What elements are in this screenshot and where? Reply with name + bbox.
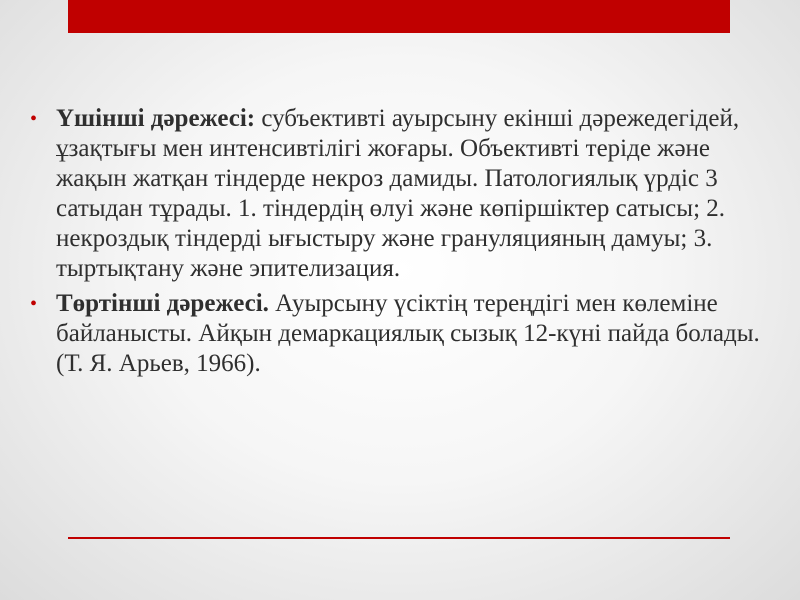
bullet-icon: • — [30, 108, 38, 130]
bottom-divider — [68, 537, 730, 539]
slide-body — [30, 104, 765, 384]
item-text: субъективті ауырсыну екінші дәрежедегідей, ұзақтығы мен интенсивтілігі жоғары. Объективті теріде және жақын жатқан тіндерде некроз дамиды. Патологиялық үрдіс 3 сатыдан тұрады. 1. тіндердің өлуі және көпіршіктер сатысы; 2. некроздық тіндерді ығыстыру және грануляцияның дамуы; 3. тыртықтану және эпителизация. — [56, 105, 740, 282]
bullet-icon: • — [30, 293, 38, 315]
item-text: Ауырсыну үсіктің тереңдігі мен көлеміне байланысты. Айқын демаркациялық сызық 12-күні пайда болады. (Т. Я. Арьев, 1966). — [56, 290, 760, 377]
item-label: Төртінші дәрежесі. — [56, 290, 269, 317]
item-label: Үшінші дәрежесі: — [56, 105, 256, 132]
bullet-item-fourth-degree — [30, 289, 765, 379]
top-accent-bar — [68, 0, 730, 33]
bullet-item-third-degree — [30, 104, 765, 284]
